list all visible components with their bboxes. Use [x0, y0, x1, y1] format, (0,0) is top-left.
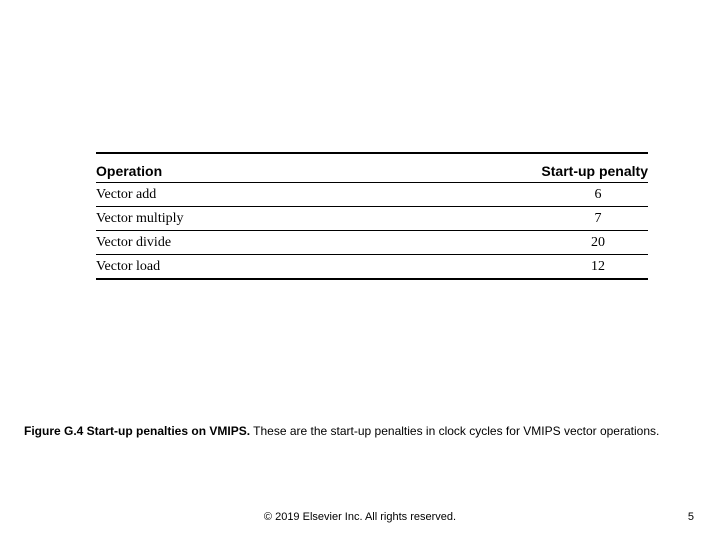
cell-operation: Vector divide — [96, 231, 508, 255]
header-operation: Operation — [96, 153, 508, 183]
table-row — [96, 207, 648, 231]
table-row — [96, 183, 648, 207]
figure-caption-text: These are the start-up penalties in clock cycles for VMIPS vector operations. — [250, 424, 660, 438]
table-row — [96, 231, 648, 255]
copyright-footer: © 2019 Elsevier Inc. All rights reserved. — [263, 511, 457, 523]
startup-penalty-table — [96, 152, 648, 280]
cell-operation: Vector multiply — [96, 207, 508, 231]
figure-caption-title: Figure G.4 Start-up penalties on VMIPS. — [24, 424, 251, 438]
cell-penalty: 20 — [508, 231, 648, 255]
table-row — [96, 255, 648, 280]
table-header-row — [96, 153, 648, 183]
header-startup-penalty: Start-up penalty — [508, 153, 648, 183]
penalty-table-container — [96, 152, 648, 280]
page-number: 5 — [687, 511, 694, 523]
figure-caption — [24, 424, 704, 438]
cell-penalty: 6 — [508, 183, 648, 207]
cell-penalty: 12 — [591, 259, 605, 274]
cell-operation: Vector add — [96, 183, 508, 207]
cell-penalty: 7 — [508, 207, 648, 231]
cell-operation: Vector load — [96, 259, 161, 274]
